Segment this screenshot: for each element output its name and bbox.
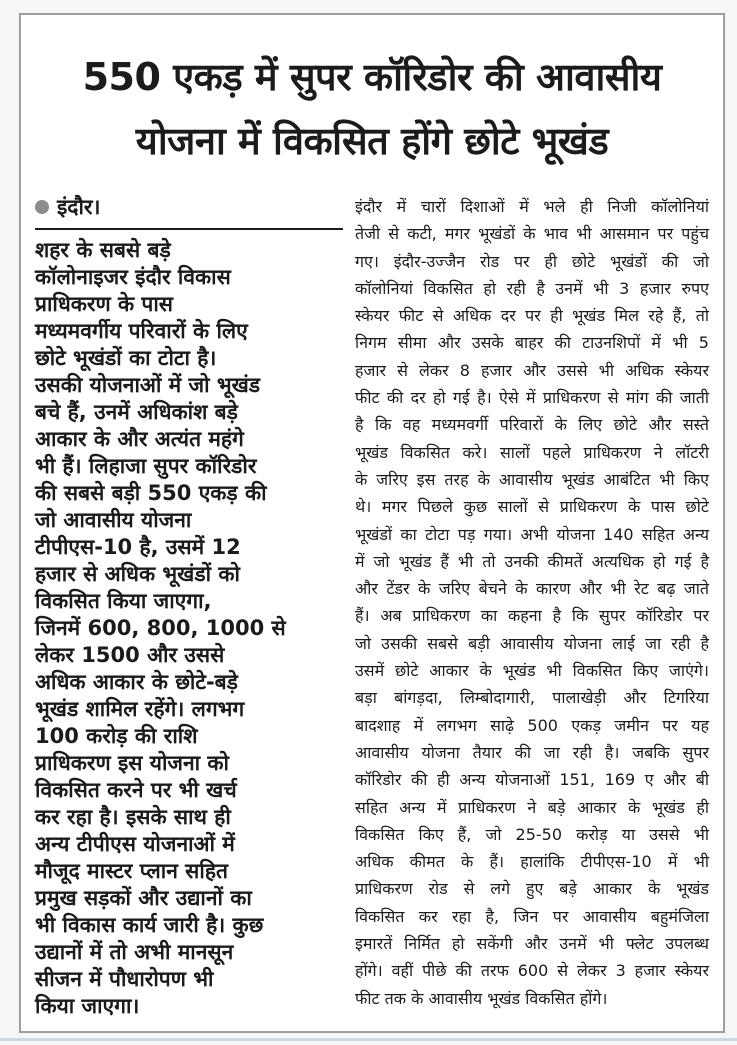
right-column-text bbox=[355, 193, 709, 1012]
text-line: बचे हैं, उनमें अधिकांश बड़े bbox=[35, 400, 238, 424]
text-line: होंगे। वहीं पीछे की तरफ 600 से लेकर 3 हजार स्केयर bbox=[355, 961, 709, 981]
text-line: प्रमुख सड़कों और उद्यानों का bbox=[35, 886, 252, 910]
text-line: बड़ा बांगड़दा, लिम्बोदागारी, पालाखेड़ी और टिगरिया bbox=[355, 688, 709, 708]
text-line: फीट तक के आवासीय भूखंड विकसित होंगे। bbox=[355, 988, 608, 1008]
text-line: आवासीय योजना तैयार की जा रही है। जबकि सुपर bbox=[355, 742, 709, 762]
text-line: कॉलोनियां विकसित हो रही है उनमें भी 3 हजार रुपए bbox=[355, 278, 709, 298]
text-line: किया जाएगा। bbox=[35, 994, 140, 1018]
text-line: लेकर 1500 और उससे bbox=[35, 643, 225, 667]
left-column-text bbox=[35, 237, 343, 1020]
text-line: निगम सीमा और उसके बाहर की टाउनशिपों में भी 5 bbox=[355, 333, 709, 353]
text-line: भी हैं। लिहाजा सुपर कॉरिडोर bbox=[35, 454, 257, 478]
text-line: कर रहा है। इसके साथ ही bbox=[35, 805, 231, 829]
text-line: मौजूद मास्टर प्लान सहित bbox=[35, 859, 228, 883]
text-line: विकसित कर रहा है, जिन पर आवासीय बहुमंजिला bbox=[355, 906, 709, 926]
article-headline bbox=[27, 45, 717, 173]
text-line: अधिक कीमत के हैं। हालांकि टीपीएस-10 में भी bbox=[355, 852, 709, 872]
dateline bbox=[35, 193, 343, 230]
text-line: हजार से अधिक भूखंडों को bbox=[35, 562, 240, 586]
text-line: हैं। अब प्राधिकरण का कहना है कि सुपर कॉरिडोर पर bbox=[355, 606, 709, 626]
text-line: बादशाह में लगभग साढ़े 500 एकड़ जमीन पर यह bbox=[355, 715, 709, 735]
text-line: स्केयर फीट से अधिक दर पर ही भूखंड मिल रहे हैं, तो bbox=[355, 306, 709, 326]
text-line: जिनमें 600, 800, 1000 से bbox=[35, 616, 286, 640]
text-line: भी विकास कार्य जारी है। कुछ bbox=[35, 913, 264, 937]
text-line: के जरिए इस तरह के आवासीय भूखंड आबंटित भी किए bbox=[355, 469, 709, 489]
text-line: है कि वह मध्यमवर्गी परिवारों के लिए छोटे और सस्ते bbox=[355, 415, 709, 435]
text-line: उद्यानों में तो अभी मानसून bbox=[35, 940, 234, 964]
scan-edge-line bbox=[0, 1038, 737, 1041]
text-line: सीजन में पौधारोपण भी bbox=[35, 967, 214, 991]
text-line: की सबसे बड़ी 550 एकड़ की bbox=[35, 481, 267, 505]
left-column bbox=[35, 193, 343, 1020]
text-line: भूखंड शामिल रहेंगे। लगभग bbox=[35, 697, 245, 721]
text-line: आकार के और अत्यंत महंगे bbox=[35, 427, 244, 451]
text-line: विकसित किए हैं, जो 25-50 करोड़ या उससे भी bbox=[355, 824, 709, 844]
headline-line-1: 550 एकड़ में सुपर कॉरिडोर की आवासीय bbox=[82, 55, 662, 99]
text-line: प्राधिकरण इस योजना को bbox=[35, 751, 229, 775]
text-line: जो उसकी सबसे बड़ी आवासीय योजना लाई जा रही है bbox=[355, 633, 709, 653]
article-body bbox=[21, 193, 723, 1020]
text-line: विकसित करने पर भी खर्च bbox=[35, 778, 237, 802]
dateline-city: इंदौर। bbox=[57, 195, 101, 219]
text-line: जो आवासीय योजना bbox=[35, 508, 192, 532]
text-line: गए। इंदौर-उज्जैन रोड पर ही छोटे भूखंडों की जो bbox=[355, 251, 709, 271]
text-line: अधिक आकार के छोटे-बड़े bbox=[35, 670, 238, 694]
text-line: छोटे भूखंडों का टोटा है। bbox=[35, 346, 217, 370]
text-line: भूखंडों का टोटा पड़ गया। अभी योजना 140 सहित अन्य bbox=[355, 524, 709, 544]
news-article-clipping bbox=[19, 13, 725, 1033]
text-line: इंदौर में चारों दिशाओं में भले ही निजी कॉलोनियां bbox=[355, 197, 709, 216]
text-line: सहित अन्य में प्राधिकरण ने बड़े आकार के भूखंड ही bbox=[355, 797, 709, 817]
text-line: शहर के सबसे बड़े bbox=[35, 238, 171, 262]
text-line: 100 करोड़ की राशि bbox=[35, 724, 198, 748]
text-line: उसकी योजनाओं में जो भूखंड bbox=[35, 373, 261, 397]
text-line: तेजी से कटी, मगर भूखंडों के भाव भी आसमान पर पहुंच bbox=[355, 224, 709, 244]
text-line: और टेंडर के जरिए बेचने के कारण और भी रेट बढ़ जाते bbox=[355, 579, 709, 599]
text-line: प्राधिकरण के पास bbox=[35, 292, 173, 316]
text-line: थे। मगर पिछले कुछ सालों से प्राधिकरण के पास छोटे bbox=[355, 497, 709, 517]
text-line: कॉरिडोर की ही अन्य योजनाओं 151, 169 ए और बी bbox=[355, 770, 709, 790]
bullet-icon bbox=[35, 200, 49, 214]
text-line: प्राधिकरण रोड से लगे हुए बड़े आकार के भूखंड bbox=[355, 879, 709, 899]
text-line: उसमें छोटे आकार के भूखंड भी विकसित किए जाएंगे। bbox=[355, 661, 709, 681]
text-line: टीपीएस-10 है, उसमें 12 bbox=[35, 535, 241, 559]
text-line: इमारतें निर्मित हो सकेंगी और उनमें भी फ्लेट उपलब्ध bbox=[355, 934, 709, 954]
text-line: विकसित किया जाएगा, bbox=[35, 589, 212, 613]
text-line: कॉलोनाइजर इंदौर विकास bbox=[35, 265, 231, 289]
text-line: अन्य टीपीएस योजनाओं में bbox=[35, 832, 235, 856]
headline-line-2: योजना में विकसित होंगे छोटे भूखंड bbox=[135, 119, 609, 163]
text-line: में जो भूखंड हैं भी तो उनकी कीमतें अत्यधिक हो गई है bbox=[355, 551, 709, 571]
text-line: मध्यमवर्गीय परिवारों के लिए bbox=[35, 319, 248, 343]
text-line: भूखंड विकसित करे। सालों पहले प्राधिकरण ने लॉटरी bbox=[355, 442, 709, 462]
text-line: हजार से लेकर 8 हजार और उससे भी अधिक स्केयर bbox=[355, 360, 709, 380]
right-column bbox=[355, 193, 709, 1012]
text-line: फीट की दर हो गई है। ऐसे में प्राधिकरण से मांग की जाती bbox=[355, 388, 709, 408]
